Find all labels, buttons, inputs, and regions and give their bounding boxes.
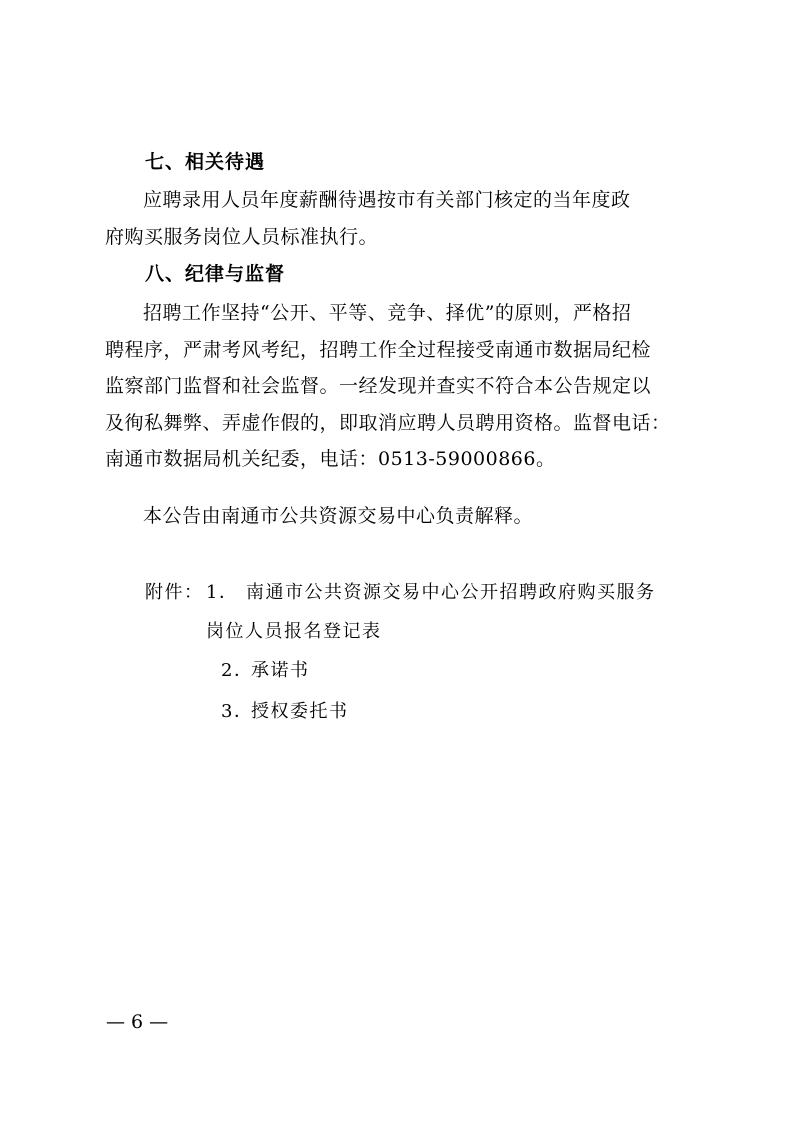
section-8-line-4: 及徇私舞弊、弄虚作假的，即取消应聘人员聘用资格。监督电话： <box>105 411 671 434</box>
section-8-heading: 八、纪律与监督 <box>145 263 286 285</box>
attachment-2-number: 2． <box>221 660 254 681</box>
section-8-line-2: 聘程序，严肃考风考纪，招聘工作全过程接受南通市数据局纪检 <box>105 338 652 361</box>
section-8-line-5: 南通市数据局机关纪委，电话：0513-59000866。 <box>105 448 556 470</box>
attachment-1-title-continued: 岗位人员报名登记表 <box>206 621 382 642</box>
section-8-line-3: 监察部门监督和社会监督。一经发现并查实不符合本公告规定以 <box>105 375 652 397</box>
section-8-paragraph <box>105 295 695 478</box>
attachments-label: 附件： <box>145 582 204 603</box>
section-7-line-2: 府购买服务岗位人员标准执行。 <box>105 225 379 248</box>
explanation-line: 本公告由南通市公共资源交易中心负责解释。 <box>143 505 534 527</box>
section-8-line-1: 招聘工作坚持“公开、平等、竞争、择优”的原则，严格招 <box>143 302 632 324</box>
attachment-3-number: 3． <box>221 701 254 722</box>
section-7-paragraph <box>105 182 695 255</box>
attachment-1-title: 南通市公共资源交易中心公开招聘政府购买服务 <box>246 582 656 603</box>
section-7-heading: 七、相关待遇 <box>145 151 266 173</box>
attachment-1-number: 1． <box>206 582 239 603</box>
page-number: — 6 — <box>106 1011 169 1033</box>
attachment-3-title: 授权委托书 <box>251 701 349 722</box>
attachment-2-title: 承诺书 <box>251 660 310 681</box>
section-7-line-1: 应聘录用人员年度薪酬待遇按市有关部门核定的当年度政 <box>143 189 631 211</box>
